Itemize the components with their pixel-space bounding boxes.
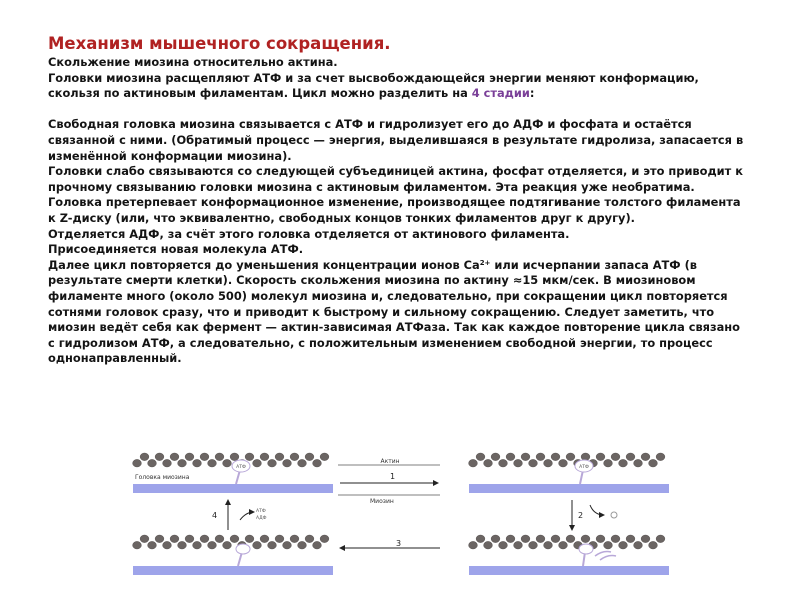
actin-subunit <box>140 535 149 543</box>
atp-in-label: АТФ <box>256 509 266 514</box>
actin-subunit <box>245 535 254 543</box>
actin-filament <box>133 453 329 467</box>
actin-subunit <box>514 541 523 549</box>
step-1: Свободная головка миозина связывается с АТФ и гидролизует его до АДФ и фосфата и остаётся связанной с ними. (Обратимый процесс — энергия, выделившаяся в результате гидролиза, запасается в изменённой конформации миозина). <box>48 117 744 163</box>
myosin-head-top-left <box>232 460 250 484</box>
actin-subunit <box>536 535 545 543</box>
actin-subunit <box>305 535 314 543</box>
actin-subunit <box>200 535 209 543</box>
actin-subunit <box>484 459 493 467</box>
arrow-2-label: 2 <box>578 511 584 520</box>
actin-subunit <box>320 453 329 461</box>
actin-subunit <box>551 535 560 543</box>
step-6-text-b: или исчерпании запаса АТФ (в результате смерти клетки). Скорость скольжения миозина по актину ≈15 мкм/сек. В миозиновом филаменте много (около 500) молекул миозина и, следовательно, при сокращении цикл повторяется сотнями головок сразу, что и приводит к быстрому и сильному сокращению. Следует заметить, что миозин ведёт себя как фермент — актин-зависимая АТФаза. Так как каждое повторение цикла связано с гидролизом АТФ, а следовательно, с положительным изменением свободной энергии, то процесс однонаправленный. <box>48 257 740 366</box>
actin-subunit <box>268 541 277 549</box>
actin-subunit <box>148 541 157 549</box>
actin-subunit <box>649 541 658 549</box>
actin-subunit <box>634 541 643 549</box>
intro-line: Скольжение миозина относительно актина. <box>48 55 338 69</box>
actin-subunit <box>469 459 478 467</box>
actin-subunit <box>193 459 202 467</box>
actin-subunit <box>193 541 202 549</box>
actin-subunit <box>491 453 500 461</box>
actin-subunit <box>275 535 284 543</box>
actin-subunit <box>170 535 179 543</box>
intro-colon: : <box>529 86 535 101</box>
myosin-head-label: Головка миозина <box>135 474 190 481</box>
actin-subunit <box>604 459 613 467</box>
actin-subunit <box>536 453 545 461</box>
actin-subunit <box>260 535 269 543</box>
actin-subunit <box>298 541 307 549</box>
step-3: Головка претерпевает конформационное изменение, производящее подтягивание толстого филамента к Z-диску (или, что эквивалентно, свободных концов тонких филаментов друг к другу). <box>48 195 741 225</box>
actin-subunit <box>514 459 523 467</box>
actin-subunit <box>604 541 613 549</box>
actin-subunit <box>626 453 635 461</box>
actin-subunit <box>559 459 568 467</box>
stages-link[interactable]: 4 стадии <box>471 86 530 101</box>
myosin-filament-bottom-left <box>133 566 333 575</box>
actin-subunit <box>566 535 575 543</box>
step-4: Отделяется АДФ, за счёт этого головка отделяется от актинового филамента. <box>48 226 570 241</box>
actin-subunit <box>641 453 650 461</box>
intro-text: Головки миозина расщепляют АТФ и за счет высвобождающейся энергии меняют конформацию, скользя по актиновым филаментам. Цикл можно разделить на <box>48 70 699 101</box>
actin-subunit <box>499 541 508 549</box>
actin-subunit <box>313 541 322 549</box>
actin-subunit <box>581 535 590 543</box>
actin-subunit <box>313 459 322 467</box>
step-5: Присоединяется новая молекула АТФ. <box>48 242 304 257</box>
actin-subunit <box>200 453 209 461</box>
actin-subunit <box>476 453 485 461</box>
actin-subunit <box>544 541 553 549</box>
arrow-4-label: 4 <box>212 511 218 520</box>
actin-subunit <box>611 535 620 543</box>
actin-subunit <box>551 453 560 461</box>
actin-subunit <box>178 459 187 467</box>
actin-subunit <box>529 459 538 467</box>
actin-subunit <box>275 453 284 461</box>
actin-subunit <box>133 541 142 549</box>
actin-subunit <box>208 459 217 467</box>
actin-subunit <box>521 453 530 461</box>
step-6-text-a: Далее цикл повторяется до уменьшения концентрации ионов Ca <box>48 257 480 272</box>
actin-subunit <box>320 535 329 543</box>
actin-subunit <box>581 453 590 461</box>
myosin-head-top-right <box>575 460 593 484</box>
actin-subunit <box>634 459 643 467</box>
atp-binding-arrow <box>240 512 254 520</box>
actin-subunit <box>596 535 605 543</box>
arrow-1-label: 1 <box>390 472 396 481</box>
actin-subunit <box>208 541 217 549</box>
slide-title: Механизм мышечного сокращения. <box>48 34 391 53</box>
actin-subunit <box>163 541 172 549</box>
actin-subunit <box>253 459 262 467</box>
actin-subunit <box>559 541 568 549</box>
actin-subunit <box>178 541 187 549</box>
actin-label: Актин <box>380 458 400 465</box>
actin-subunit <box>133 459 142 467</box>
myosin-filament-top-left <box>133 484 333 493</box>
actin-subunit <box>484 541 493 549</box>
actin-subunit <box>619 541 628 549</box>
arrow-3-label: 3 <box>396 539 402 548</box>
actin-subunit <box>260 453 269 461</box>
actin-subunit <box>283 541 292 549</box>
actin-subunit <box>215 453 224 461</box>
actin-subunit <box>521 535 530 543</box>
actin-subunit <box>140 453 149 461</box>
actin-filament <box>133 535 329 549</box>
actin-subunit <box>641 535 650 543</box>
actin-subunit <box>283 459 292 467</box>
actin-subunit <box>499 459 508 467</box>
actin-subunit <box>253 541 262 549</box>
actin-subunit <box>544 459 553 467</box>
actin-subunit <box>185 535 194 543</box>
actin-subunit <box>566 453 575 461</box>
atp-label: АТФ <box>579 465 589 470</box>
actin-subunit <box>626 535 635 543</box>
adp-out-label: АДФ <box>256 516 267 521</box>
actin-subunit <box>245 453 254 461</box>
actin-subunit <box>649 459 658 467</box>
actin-subunit <box>506 535 515 543</box>
actin-subunit <box>223 459 232 467</box>
actin-subunit <box>148 459 157 467</box>
calcium-charge: 2+ <box>479 258 491 267</box>
actin-subunit <box>170 453 179 461</box>
actin-subunit <box>230 453 239 461</box>
actin-filament <box>469 453 665 467</box>
actin-subunit <box>155 453 164 461</box>
myosin-head-bottom-left <box>236 544 250 566</box>
actin-subunit <box>469 541 478 549</box>
actin-subunit <box>230 535 239 543</box>
actin-subunit <box>611 453 620 461</box>
actin-subunit <box>298 459 307 467</box>
actin-subunit <box>290 535 299 543</box>
myosin-filament-bottom-right <box>469 566 669 575</box>
actin-subunit <box>290 453 299 461</box>
actin-subunit <box>529 541 538 549</box>
actin-subunit <box>215 535 224 543</box>
actin-subunit <box>619 459 628 467</box>
step-2: Головки слабо связываются со следующей субъединицей актина, фосфат отделяется, и это приводит к прочному связыванию головки миозина с актиновым филаментом. Эта реакция уже необратима. <box>48 164 743 194</box>
actin-subunit <box>596 453 605 461</box>
actin-subunit <box>305 453 314 461</box>
actin-subunit <box>491 535 500 543</box>
actin-subunit <box>155 535 164 543</box>
actin-subunit <box>185 453 194 461</box>
actin-subunit <box>656 535 665 543</box>
actin-subunit <box>223 541 232 549</box>
actin-subunit <box>268 459 277 467</box>
atp-label: АТФ <box>236 465 246 470</box>
myosin-label: Миозин <box>370 498 394 505</box>
actin-filament <box>469 535 665 549</box>
actin-subunit <box>656 453 665 461</box>
phosphate-release-arrow <box>590 505 604 515</box>
actin-subunit <box>476 535 485 543</box>
phosphate-icon <box>611 512 617 518</box>
myosin-filament-top-right <box>469 484 669 493</box>
actin-subunit <box>506 453 515 461</box>
actin-subunit <box>163 459 172 467</box>
